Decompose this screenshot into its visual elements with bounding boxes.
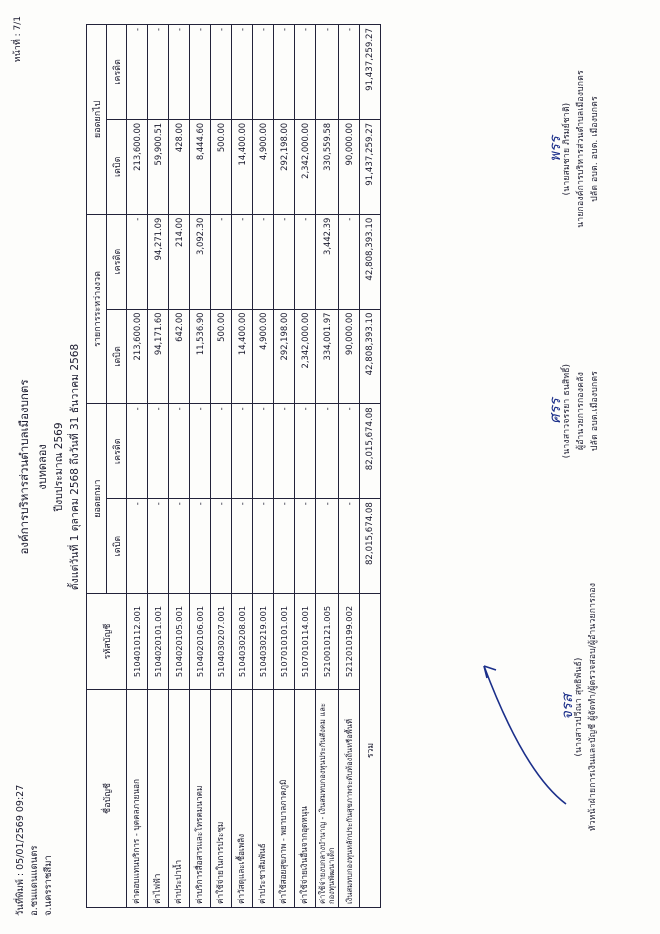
cell-opening-debit: -: [211, 499, 232, 594]
signature-mark: ศรร: [546, 398, 564, 424]
table-row: [148, 25, 169, 908]
cell-account-code: 5104030207.001: [211, 594, 232, 690]
signature-name: (นางสาวจรรยา ธนสิทธิ์): [562, 363, 572, 459]
cell-closing-debit: 59,900.51: [148, 119, 169, 214]
cell-opening-debit: -: [190, 499, 211, 594]
header-closing-credit: เครดิต: [107, 25, 127, 120]
cell-account-name: ค่าบริการสื่อสารและโทรคมนาคม: [190, 690, 211, 908]
header-account-name: ชื่อบัญชี: [87, 690, 127, 908]
cell-account-code: 5104030208.001: [232, 594, 253, 690]
table-row: [190, 25, 211, 908]
table-row: [339, 25, 360, 908]
cell-opening-credit: -: [148, 404, 169, 499]
cell-closing-debit: 2,342,000.00: [295, 119, 316, 214]
cell-closing-credit: -: [274, 25, 295, 120]
signature-subrole: ปลัด อบต.เมืองบกตร: [589, 371, 600, 451]
cell-opening-credit: -: [295, 404, 316, 499]
print-datetime: วันที่พิมพ์ : 05/01/2569 09:27: [15, 784, 26, 916]
cell-opening-debit: -: [253, 499, 274, 594]
cell-closing-credit: -: [148, 25, 169, 120]
header-group-opening: ยอดยกมา: [87, 404, 107, 594]
table-total-row: [360, 25, 381, 908]
cell-movement-credit: -: [274, 214, 295, 309]
signature-role: หัวหน้าฝ่ายการเงินและบัญชี ผู้จัดทำ/ผู้ตรวจสอบ/ผู้อำนวยการกอง: [587, 582, 598, 832]
cell-account-code: 5212010199.002: [339, 594, 360, 690]
cell-account-code: 5104010112.001: [127, 594, 148, 690]
cell-total-opening-debit: 82,015,674.08: [360, 499, 381, 594]
cell-account-code: 5104020105.001: [169, 594, 190, 690]
cell-movement-credit: -: [232, 214, 253, 309]
cell-account-name: ค่าไฟฟ้า: [148, 690, 169, 908]
cell-total-opening-credit: 82,015,674.08: [360, 404, 381, 499]
cell-total-label: รวม: [360, 594, 381, 908]
header-account-code: รหัสบัญชี: [87, 594, 127, 690]
table-row: [232, 25, 253, 908]
cell-account-code: 5107010101.001: [274, 594, 295, 690]
cell-account-code: 5210010121.005: [316, 594, 339, 690]
cell-closing-credit: -: [316, 25, 339, 120]
cell-account-name: ค่าประปาน้ำ: [169, 690, 190, 908]
district-name: อ.ชนแดนแดนตร: [28, 845, 40, 916]
cell-closing-debit: 8,444.60: [190, 119, 211, 214]
cell-account-name: ค่าใช้จ่ายในการประชุม: [211, 690, 232, 908]
cell-movement-credit: -: [339, 214, 360, 309]
header-group-closing: ยอดยกไป: [87, 25, 107, 215]
cell-total-movement-debit: 42,808,393.10: [360, 309, 381, 404]
document-title-block: [16, 0, 83, 934]
cell-total-closing-credit: 91,437,259.27: [360, 25, 381, 120]
cell-movement-debit: 500.00: [211, 309, 232, 404]
signature-block-approver: [548, 24, 602, 274]
cell-movement-debit: 90,000.00: [339, 309, 360, 404]
cell-opening-credit: -: [339, 404, 360, 499]
table-group-header-row: [87, 25, 107, 908]
reporting-period: ตั้งแต่วันที่ 1 ตุลาคม 2568 ถึงวันที่ 31 ธันวาคม 2568: [69, 343, 82, 591]
cell-opening-credit: -: [274, 404, 295, 499]
cell-movement-credit: 214.00: [169, 214, 190, 309]
cell-movement-credit: -: [295, 214, 316, 309]
cell-movement-debit: 213,600.00: [127, 309, 148, 404]
cell-opening-credit: -: [169, 404, 190, 499]
header-opening-credit: เครดิต: [107, 404, 127, 499]
cell-opening-credit: -: [127, 404, 148, 499]
cell-closing-credit: -: [232, 25, 253, 120]
cell-opening-debit: -: [232, 499, 253, 594]
cell-account-code: 5104020106.001: [190, 594, 211, 690]
cell-opening-credit: -: [190, 404, 211, 499]
signature-name: (นางสาวปวีณา สุทธิพันธ์): [574, 657, 584, 757]
cell-opening-credit: -: [316, 404, 339, 499]
cell-movement-debit: 94,171.60: [148, 309, 169, 404]
cell-movement-credit: 94,271.09: [148, 214, 169, 309]
signature-role: ผู้อำนวยการกองคลัง: [575, 372, 586, 450]
cell-closing-debit: 500.00: [211, 119, 232, 214]
cell-opening-credit: -: [211, 404, 232, 499]
cell-opening-debit: -: [295, 499, 316, 594]
table-row: [127, 25, 148, 908]
cell-closing-credit: -: [295, 25, 316, 120]
header-movement-credit: เครดิต: [107, 214, 127, 309]
cell-account-name: ค่าใช้สอยสุขภาพ - พยาบาลภาคภูมิ: [274, 690, 295, 908]
cell-movement-debit: 642.00: [169, 309, 190, 404]
table-row: [316, 25, 339, 908]
statement-name: งบทดลอง: [35, 444, 49, 490]
cell-closing-debit: 330,559.58: [316, 119, 339, 214]
cell-opening-debit: -: [339, 499, 360, 594]
cell-movement-debit: 2,342,000.00: [295, 309, 316, 404]
cell-opening-credit: -: [253, 404, 274, 499]
cell-closing-credit: -: [127, 25, 148, 120]
cell-closing-credit: -: [190, 25, 211, 120]
table-row: [295, 25, 316, 908]
table-row: [253, 25, 274, 908]
trial-balance-table: [86, 24, 381, 908]
cell-total-movement-credit: 42,808,393.10: [360, 214, 381, 309]
cell-closing-debit: 292,198.00: [274, 119, 295, 214]
cell-movement-credit: -: [253, 214, 274, 309]
cell-movement-credit: 3,442.39: [316, 214, 339, 309]
cell-closing-credit: -: [169, 25, 190, 120]
cell-total-closing-debit: 91,437,259.27: [360, 119, 381, 214]
cell-movement-credit: -: [127, 214, 148, 309]
signature-block-checker: [548, 296, 602, 526]
table-row: [211, 25, 232, 908]
cell-closing-credit: -: [253, 25, 274, 120]
cell-movement-debit: 14,400.00: [232, 309, 253, 404]
signature-block-preparer: [560, 542, 601, 872]
cell-movement-credit: 3,092.30: [190, 214, 211, 309]
cell-closing-debit: 213,600.00: [127, 119, 148, 214]
cell-opening-debit: -: [127, 499, 148, 594]
cell-closing-debit: 90,000.00: [339, 119, 360, 214]
header-group-movement: รายการระหว่างงวด: [87, 214, 107, 404]
cell-account-code: 5104030219.001: [253, 594, 274, 690]
header-opening-debit: เดบิต: [107, 499, 127, 594]
cell-closing-credit: -: [211, 25, 232, 120]
cell-opening-debit: -: [148, 499, 169, 594]
cell-account-name: ค่าวัสดุและเชื้อเพลิง: [232, 690, 253, 908]
cell-account-code: 5107010114.001: [295, 594, 316, 690]
cell-closing-debit: 4,900.00: [253, 119, 274, 214]
cell-account-name: ค่าใช้จ่ายงบกลางบำนาญ - เงินสมทบกองทุนประกันสังคม และกองทุนพัฒนาเด็ก: [316, 690, 339, 908]
cell-account-code: 5104020101.001: [148, 594, 169, 690]
signature-name: (นายสมชาย ภิรมย์ชาติ): [562, 102, 572, 196]
cell-closing-credit: -: [339, 25, 360, 120]
cell-opening-debit: -: [316, 499, 339, 594]
cell-opening-debit: -: [274, 499, 295, 594]
cell-movement-debit: 11,536.90: [190, 309, 211, 404]
cell-account-name: เงินสมทบกองทุนหลักประกันสุขภาพระดับท้องถิ่นหรือพื้นที่: [339, 690, 360, 908]
cell-movement-debit: 334,001.97: [316, 309, 339, 404]
cell-closing-debit: 14,400.00: [232, 119, 253, 214]
cell-account-name: ค่าตอบแทนบริการ - บุคคลภายนอก: [127, 690, 148, 908]
cell-closing-debit: 428.00: [169, 119, 190, 214]
cell-movement-debit: 4,900.00: [253, 309, 274, 404]
cell-opening-credit: -: [232, 404, 253, 499]
header-closing-debit: เดบิต: [107, 119, 127, 214]
header-movement-debit: เดบิต: [107, 309, 127, 404]
page-number: หน้าที่ : 7/1: [13, 16, 23, 63]
cell-movement-debit: 292,198.00: [274, 309, 295, 404]
cell-opening-debit: -: [169, 499, 190, 594]
cell-account-name: ค่าใช้จ่ายเงินอื่นจากอุดหนุน: [295, 690, 316, 908]
table-row: [274, 25, 295, 908]
signature-mark: จรส: [558, 694, 576, 721]
signature-role: นายกองค์การบริหารส่วนตำบลเมืองบกตร: [575, 70, 586, 228]
signature-subrole: ปลัด อบต. อบต. เมืองบกตร: [589, 96, 600, 202]
organization-title: องค์การบริหารส่วนตำบลเมืองบกตร: [17, 379, 31, 555]
cell-movement-credit: -: [211, 214, 232, 309]
signature-mark: พรร: [546, 136, 564, 163]
cell-account-name: ค่าประชาสัมพันธ์: [253, 690, 274, 908]
table-row: [169, 25, 190, 908]
fiscal-year: ปีงบประมาณ 2569: [52, 422, 65, 512]
province-name: จ.นครราชสีมา: [42, 855, 54, 916]
